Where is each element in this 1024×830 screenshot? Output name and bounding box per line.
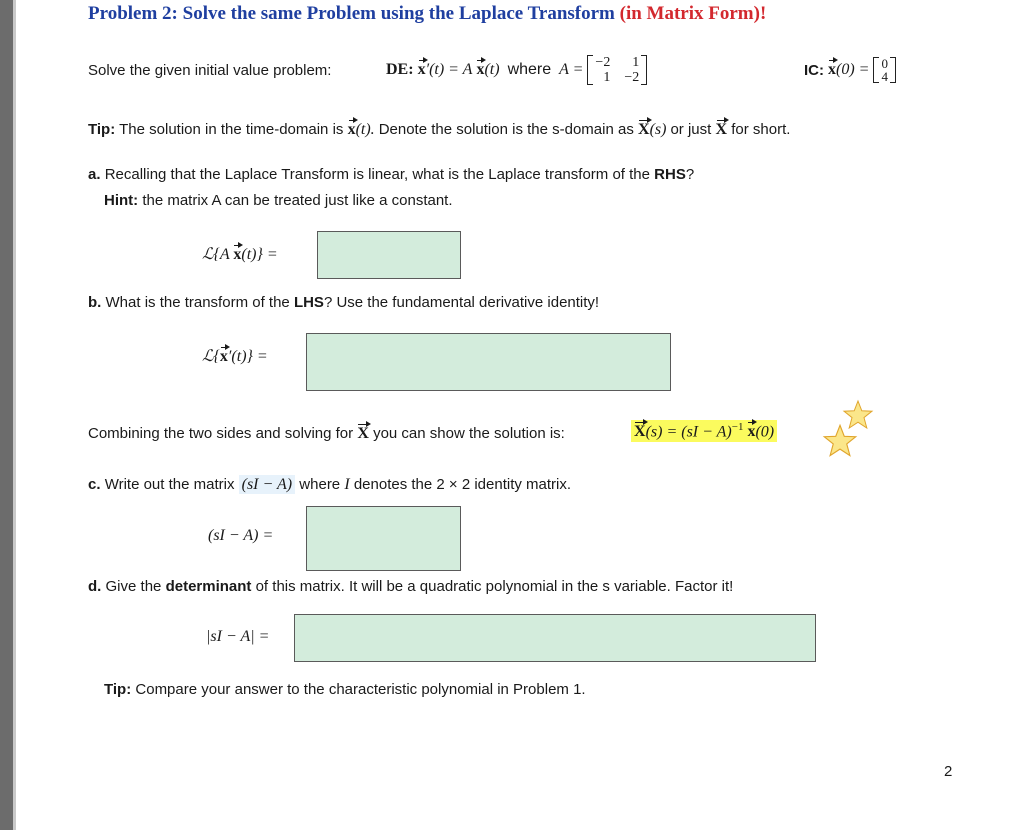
vec-x: x <box>417 61 426 78</box>
part-c-text-a: Write out the matrix <box>104 476 235 493</box>
solution-formula <box>631 420 777 442</box>
ic-x0: (0) = <box>836 61 870 78</box>
matrix-a-cell: −2 <box>624 70 640 85</box>
matrix-a-cell: 1 <box>632 55 640 70</box>
ic-label: IC: <box>804 61 824 79</box>
ic-vector <box>873 57 896 83</box>
tip-1-of-t: (t). <box>355 121 375 138</box>
part-a-hint <box>104 192 453 209</box>
solution-mid: (s) = (sI − A) <box>645 423 732 441</box>
solution-exp: −1 <box>731 421 744 433</box>
page-title <box>88 3 766 25</box>
de-eq-a: = A <box>448 61 473 78</box>
tip-1-text-end: for short. <box>731 121 791 138</box>
ic-equation <box>804 52 896 88</box>
part-a-question <box>88 166 694 183</box>
tip-1-text-a: The solution in the time-domain is <box>119 121 344 138</box>
vec-x: x <box>747 423 756 441</box>
title-note: (in Matrix Form)! <box>619 3 767 24</box>
part-b-letter: b. <box>88 294 102 311</box>
title-main: Solve the same Problem using the Laplace Transform <box>182 3 615 24</box>
part-a-eq-pre: ℒ{A <box>202 246 230 263</box>
vec-x-2: x <box>476 61 485 78</box>
a-equals: A = <box>559 61 584 78</box>
vec-x: x <box>347 121 356 138</box>
tip-2-label: Tip: <box>104 681 132 698</box>
de-of-t: (t) <box>484 61 500 78</box>
solution-end: (0) <box>755 423 775 441</box>
matrix-a-cell: −2 <box>595 55 611 70</box>
vec-x: x <box>219 348 228 365</box>
hint-text: the matrix A can be treated just like a constant. <box>142 192 453 209</box>
part-b-eq-pre: ℒ{ <box>202 348 220 365</box>
de-equation <box>386 52 647 88</box>
part-b-text: What is the transform of the <box>105 294 290 311</box>
part-a-qmark: ? <box>685 166 695 183</box>
answer-box-d[interactable] <box>294 614 816 662</box>
vec-big-x: X <box>638 121 650 138</box>
si-minus-a: (sI − A) <box>239 475 296 494</box>
part-b-eq-post: ′(t)} = <box>227 348 268 365</box>
title-problem: Problem 2: <box>88 3 178 24</box>
tip-1-of-s: (s) <box>649 121 667 138</box>
part-b-equation <box>202 346 268 366</box>
answer-box-c[interactable] <box>306 506 461 571</box>
tip-1-label: Tip: <box>88 121 116 138</box>
de-prime: ′(t) <box>425 61 445 78</box>
part-d-equation: |sI − A| = <box>206 628 270 645</box>
matrix-a <box>587 55 647 85</box>
tip-1 <box>88 121 790 139</box>
part-d-text-end: of this matrix. It will be a quadratic polynomial in the s variable. Factor it! <box>255 578 734 595</box>
ic-vector-cell: 0 <box>881 56 888 71</box>
matrix-a-cell: 1 <box>603 70 611 85</box>
combine-text <box>88 425 565 443</box>
part-c-text-b: where <box>299 476 341 493</box>
part-a-equation <box>202 244 278 264</box>
vec-big-x: X <box>357 425 369 442</box>
rhs-label: RHS <box>654 166 686 183</box>
part-a-eq-post: (t)} = <box>241 246 278 263</box>
lhs-label: LHS <box>293 294 324 311</box>
tip-2 <box>104 681 586 698</box>
de-where: where <box>507 61 552 78</box>
star-icon <box>822 423 858 459</box>
determinant-word: determinant <box>165 578 252 595</box>
vec-big-x: X <box>634 423 646 441</box>
part-a-letter: a. <box>88 166 101 183</box>
vec-x-ic: x <box>828 61 836 78</box>
part-b-text-end: ? Use the fundamental derivative identity! <box>323 294 600 311</box>
tip-1-text-or: or just <box>670 121 712 138</box>
de-label: DE: <box>386 61 414 78</box>
ic-vector-cell: 4 <box>881 69 888 84</box>
combine-text-b: you can show the solution is: <box>373 425 565 442</box>
combine-text-a: Combining the two sides and solving for <box>88 425 354 442</box>
identity-symbol: I <box>344 476 350 493</box>
part-c-text-end: denotes the 2 × 2 identity matrix. <box>353 476 572 493</box>
vec-x: x <box>233 246 242 263</box>
tip-2-text: Compare your answer to the characteristic polynomial in Problem 1. <box>135 681 586 698</box>
answer-box-b[interactable] <box>306 333 671 391</box>
answer-box-a[interactable] <box>317 231 461 279</box>
left-gutter <box>0 0 13 830</box>
vec-big-x-2: X <box>715 121 728 138</box>
part-d-question <box>88 578 733 595</box>
part-c-equation: (sI − A) = <box>208 527 274 544</box>
part-b-question <box>88 294 599 311</box>
ivp-prompt: Solve the given initial value problem: <box>88 62 332 79</box>
part-c-question <box>88 476 571 494</box>
tip-1-text-b: Denote the solution is the s-domain as <box>378 121 634 138</box>
part-c-letter: c. <box>88 476 101 493</box>
part-a-text: Recalling that the Laplace Transform is linear, what is the Laplace transform of the <box>104 166 650 183</box>
part-d-text-a: Give the <box>105 578 162 595</box>
part-d-letter: d. <box>88 578 102 595</box>
hint-label: Hint: <box>104 192 139 209</box>
gutter-edge <box>13 0 16 830</box>
page-number: 2 <box>944 763 953 780</box>
